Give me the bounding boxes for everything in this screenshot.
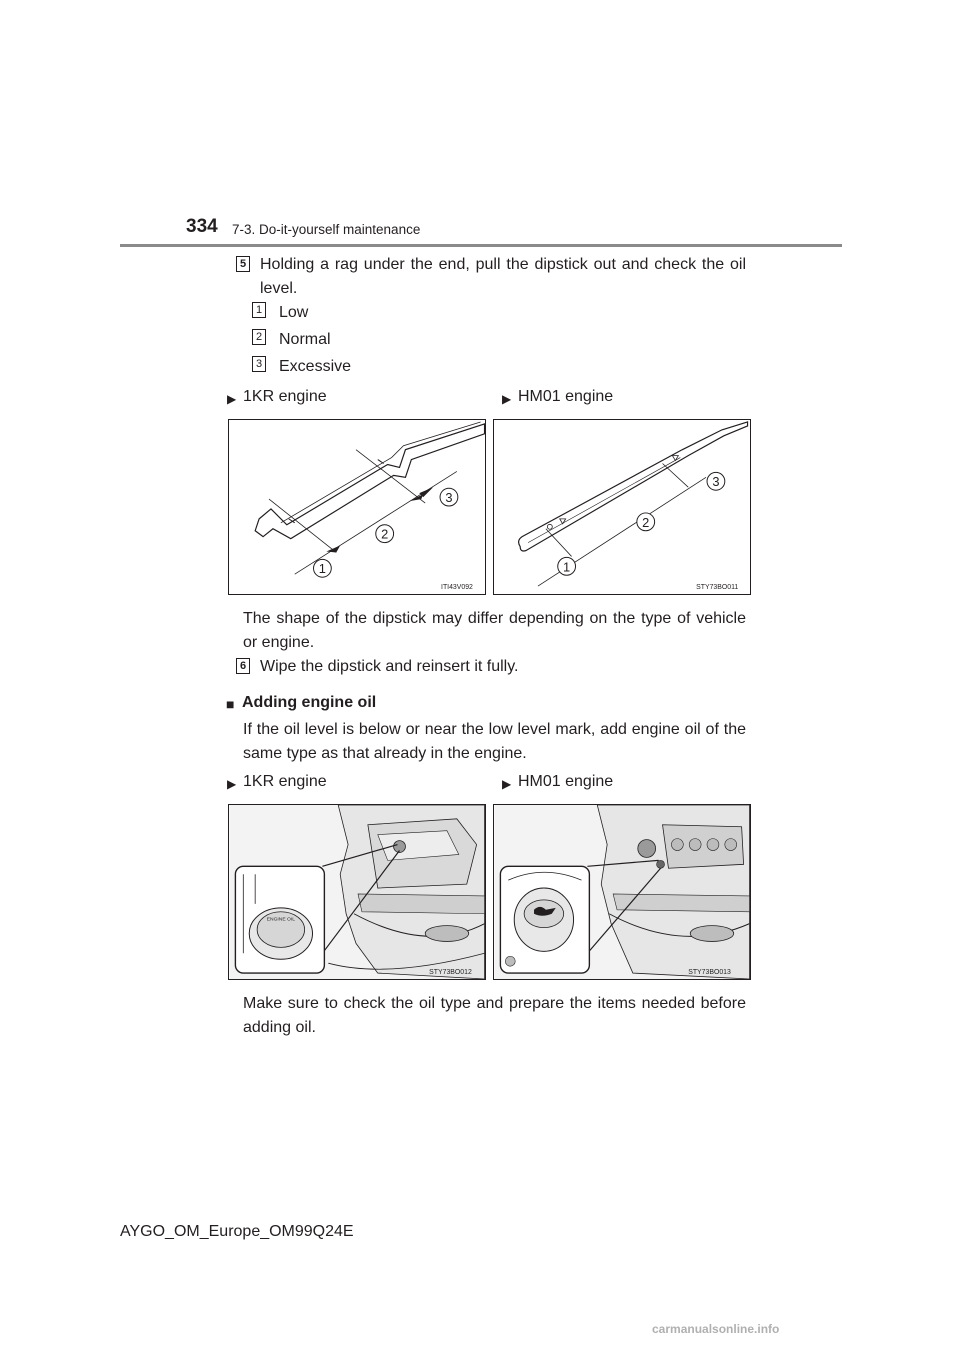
engine-bay-hm01-illustration (494, 805, 750, 979)
oil-cap-label: ENGINE OIL (266, 917, 296, 923)
page-number: 334 (186, 216, 218, 237)
callout-2-normal: 2 (252, 329, 266, 345)
figure-code: ITI43V092 (441, 584, 473, 592)
callout-1: 1 (318, 561, 326, 577)
engine-bay-1kr-illustration (229, 805, 485, 979)
adding-oil-heading: Adding engine oil (242, 694, 377, 711)
triangle-bullet-icon: ▶ (502, 392, 512, 406)
section-title: 7-3. Do-it-yourself maintenance (232, 222, 421, 237)
label-excessive: Excessive (279, 358, 352, 375)
dipstick-1kr-illustration (229, 420, 485, 594)
triangle-bullet-icon: ▶ (227, 392, 237, 406)
adding-oil-text: If the oil level is below or near the low level mark, add engine oil of the same type as that already in the engine. (243, 721, 746, 762)
dipstick-figure-hm01 (493, 419, 751, 595)
engine-label-1kr: 1KR engine (243, 773, 327, 790)
step-number-5: 5 (236, 256, 250, 272)
engine-bay-figure-hm01 (493, 804, 751, 980)
step-number-6: 6 (236, 658, 250, 674)
closing-note: Make sure to check the oil type and prepare the items needed before adding oil. (243, 995, 746, 1036)
engine-label-hm01: HM01 engine (518, 388, 614, 405)
dipstick-figure-1kr (228, 419, 486, 595)
label-low: Low (279, 304, 309, 321)
square-bullet-icon: ■ (226, 696, 235, 712)
figure-code: STY73BO011 (696, 584, 739, 592)
triangle-bullet-icon: ▶ (227, 777, 237, 791)
figure-code: STY73BO012 (429, 969, 472, 977)
watermark: carmanualsonline.info (652, 1322, 780, 1336)
step-5-text: Holding a rag under the end, pull the dipstick out and check the oil level. (260, 256, 746, 297)
callout-3: 3 (445, 490, 453, 506)
header-rule (120, 244, 842, 247)
step-6-text: Wipe the dipstick and reinsert it fully. (260, 658, 519, 675)
dipstick-note: The shape of the dipstick may differ depending on the type of vehicle or engine. (243, 610, 746, 651)
engine-label-hm01: HM01 engine (518, 773, 614, 790)
footer-document-code: AYGO_OM_Europe_OM99Q24E (120, 1223, 354, 1240)
figure-code: STY73BO013 (688, 969, 731, 977)
label-normal: Normal (279, 331, 331, 348)
callout-3: 3 (712, 474, 720, 490)
engine-label-1kr: 1KR engine (243, 388, 327, 405)
dipstick-hm01-illustration (494, 420, 750, 594)
callout-3-excessive: 3 (252, 356, 266, 372)
callout-1-low: 1 (252, 302, 266, 318)
callout-1: 1 (563, 559, 571, 575)
callout-2: 2 (642, 514, 650, 530)
triangle-bullet-icon: ▶ (502, 777, 512, 791)
callout-2: 2 (381, 526, 389, 542)
engine-bay-figure-1kr (228, 804, 486, 980)
